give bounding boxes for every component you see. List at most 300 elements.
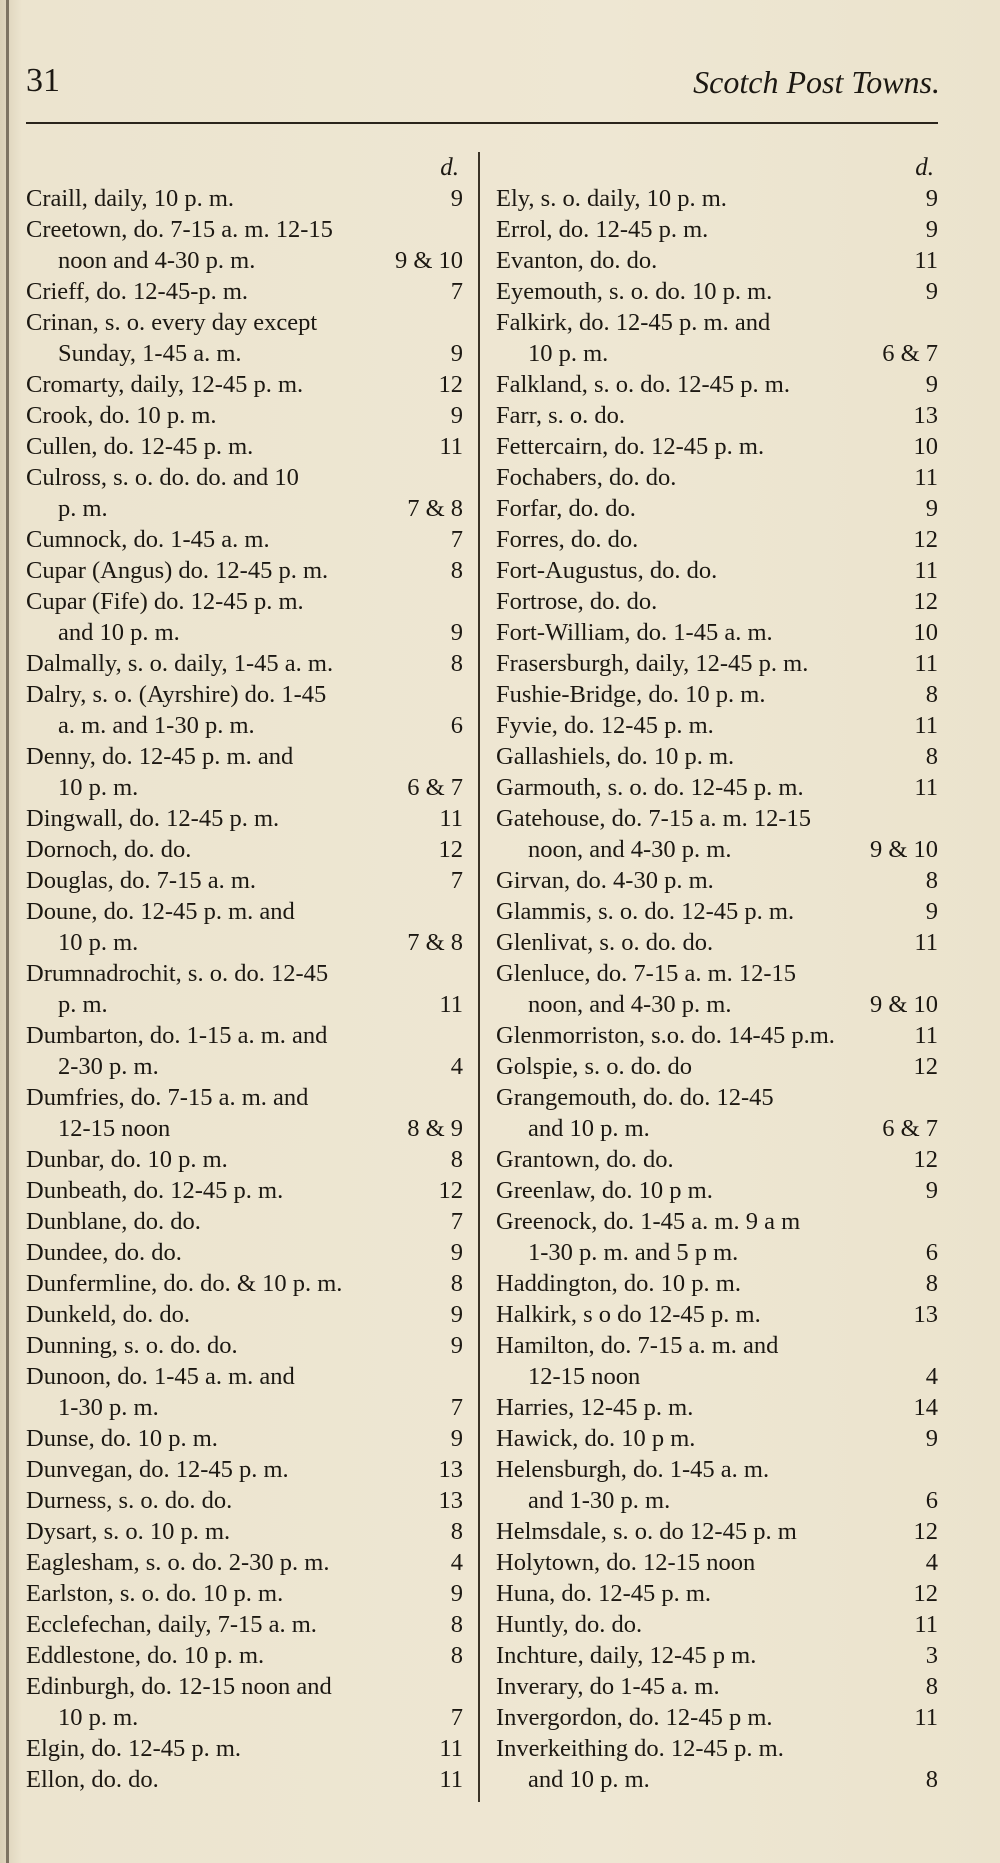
entry-text: 1-30 p. m. [58,1394,159,1421]
entry-text: and 10 p. m. [528,1766,650,1793]
entry-text: Dumbarton, do. 1-15 a. m. and [26,1022,328,1049]
entry-line [496,1516,938,1547]
entry-text: Cupar (Angus) do. 12-45 p. m. [26,557,329,584]
post-town-entry [26,1547,463,1578]
entry-text: Inverary, do 1-45 a. m. [496,1673,720,1700]
entry-line [26,307,463,338]
post-town-entry [26,958,463,1020]
entry-text: Dunblane, do. do. [26,1208,201,1235]
entry-text: noon, and 4-30 p. m. [528,836,732,863]
post-town-entry [496,1330,938,1392]
entry-text: Eyemouth, s. o. do. 10 p. m. [496,278,773,305]
post-town-entry [496,307,938,369]
postage-rate: 9 [450,1332,463,1359]
entry-text: Garmouth, s. o. do. 12-45 p. m. [496,774,804,801]
post-town-entry [26,741,463,803]
entry-text: Earlston, s. o. do. 10 p. m. [26,1580,284,1607]
postage-rate: 12 [913,1053,938,1080]
postage-rate: 7 [450,278,463,305]
post-town-entry [496,524,938,555]
entry-line [496,214,938,245]
post-town-entry [26,803,463,834]
entry-text: Fort-Augustus, do. do. [496,557,718,584]
postage-rate: 9 [925,898,938,925]
entry-continuation-line [26,245,463,276]
entry-continuation-line [496,1485,938,1516]
entry-continuation-line [26,1702,463,1733]
post-town-entry [26,400,463,431]
postage-rate: 12 [913,1518,938,1545]
entry-text: Dalmally, s. o. daily, 1-45 a. m. [26,650,334,677]
post-town-entry [26,1020,463,1082]
post-town-entry [26,896,463,958]
post-town-entry [26,1361,463,1423]
entry-text: Dundee, do. do. [26,1239,182,1266]
postage-rate: 11 [914,247,938,274]
postage-rate: 6 [925,1487,938,1514]
post-town-entry [26,834,463,865]
post-town-entry [496,1051,938,1082]
entry-line [496,1578,938,1609]
post-town-entry [496,586,938,617]
entry-line [496,369,938,400]
entry-line [26,865,463,896]
post-town-entry [496,617,938,648]
entry-text: 2-30 p. m. [58,1053,159,1080]
entry-line [26,555,463,586]
entry-text: noon and 4-30 p. m. [58,247,256,274]
postage-rate: 12 [438,371,463,398]
post-town-entry [26,1609,463,1640]
entry-text: Creetown, do. 7-15 a. m. 12-15 [26,216,333,243]
entry-line [496,183,938,214]
post-town-entry [496,462,938,493]
entry-line [496,462,938,493]
entry-line [26,369,463,400]
entry-text: Eaglesham, s. o. do. 2-30 p. m. [26,1549,330,1576]
post-town-entry [26,1454,463,1485]
entry-text: Dunkeld, do. do. [26,1301,190,1328]
post-town-entry [26,1206,463,1237]
postage-rate: 8 [450,1642,463,1669]
postage-rate: 14 [913,1394,938,1421]
entry-text: Errol, do. 12-45 p. m. [496,216,709,243]
entry-line [26,1485,463,1516]
entry-line [496,1268,938,1299]
entry-text: and 10 p. m. [528,1115,650,1142]
entry-text: Huntly, do. do. [496,1611,643,1638]
entry-line [26,1516,463,1547]
entry-line [26,1423,463,1454]
entry-line [26,1764,463,1795]
entry-text: Drumnadrochit, s. o. do. 12-45 [26,960,329,987]
entry-text: 10 p. m. [528,340,609,367]
entry-text: Ecclefechan, daily, 7-15 a. m. [26,1611,317,1638]
entry-text: Frasersburgh, daily, 12-45 p. m. [496,650,809,677]
entry-line [496,1144,938,1175]
postage-rate: 4 [925,1549,938,1576]
entry-line [496,1609,938,1640]
post-town-entry [26,1175,463,1206]
pence-unit-label: d. [440,154,459,181]
entry-line [496,648,938,679]
postage-rate: 8 [925,1673,938,1700]
entry-line [26,1175,463,1206]
entry-text: Culross, s. o. do. do. and 10 [26,464,299,491]
entry-continuation-line [26,989,463,1020]
page-number: 31 [26,62,60,99]
postage-rate: 8 [450,1518,463,1545]
postage-rate: 7 [450,1704,463,1731]
entry-continuation-line [496,989,938,1020]
entry-continuation-line [496,1361,938,1392]
post-town-entry [26,431,463,462]
entry-line [26,679,463,710]
postage-rate: 8 [925,681,938,708]
entry-line [26,431,463,462]
entry-text: Dingwall, do. 12-45 p. m. [26,805,280,832]
entry-continuation-line [496,1113,938,1144]
entry-text: Fyvie, do. 12-45 p. m. [496,712,714,739]
post-town-entry [26,1268,463,1299]
running-head: Scotch Post Towns. [693,64,940,100]
entry-text: Haddington, do. 10 p. m. [496,1270,741,1297]
postage-rate: 11 [914,1611,938,1638]
postage-rate: 8 [925,1270,938,1297]
entry-text: Glenluce, do. 7-15 a. m. 12-15 [496,960,797,987]
postage-rate: 11 [914,464,938,491]
entry-line [26,648,463,679]
postage-rate: 11 [439,805,463,832]
post-town-entry [496,1423,938,1454]
entry-text: Glenlivat, s. o. do. do. [496,929,714,956]
entry-text: Forfar, do. do. [496,495,636,522]
page-header [26,62,940,112]
entry-text: Inchture, daily, 12-45 p m. [496,1642,757,1669]
entry-continuation-line [26,772,463,803]
post-town-entry [496,1702,938,1733]
postage-rate: 9 & 10 [869,836,938,863]
post-town-entry [496,1454,938,1516]
left-column [26,152,463,1795]
postage-rate: 9 [925,185,938,212]
post-town-entry [496,1609,938,1640]
entry-continuation-line [26,1113,463,1144]
post-town-entry [26,276,463,307]
post-town-entry [496,710,938,741]
entry-text: Dunbar, do. 10 p. m. [26,1146,228,1173]
entry-line [26,1640,463,1671]
entry-line [496,276,938,307]
column-divider [478,152,480,1802]
postage-rate: 4 [925,1363,938,1390]
entry-text: Doune, do. 12-45 p. m. and [26,898,295,925]
entry-line [26,834,463,865]
entry-text: 12-15 noon [528,1363,641,1390]
entry-line [496,1423,938,1454]
entry-text: Falkirk, do. 12-45 p. m. and [496,309,771,336]
entry-text: Sunday, 1-45 a. m. [58,340,242,367]
postage-rate: 9 & 10 [394,247,463,274]
post-town-entry [496,1082,938,1144]
entry-line [26,1671,463,1702]
entry-text: Hamilton, do. 7-15 a. m. and [496,1332,779,1359]
entry-line [496,586,938,617]
entry-text: Gallashiels, do. 10 p. m. [496,743,735,770]
postage-rate: 8 [925,1766,938,1793]
entry-line [496,307,938,338]
entry-text: Cumnock, do. 1-45 a. m. [26,526,270,553]
entry-line [496,1547,938,1578]
entry-text: 12-15 noon [58,1115,171,1142]
postage-rate: 8 [925,867,938,894]
post-town-entry [26,1485,463,1516]
entry-line [496,865,938,896]
entry-continuation-line [496,1764,938,1795]
entry-line [496,1299,938,1330]
post-town-entry [496,400,938,431]
postage-rate: 8 [925,743,938,770]
entry-text: Ellon, do. do. [26,1766,159,1793]
entry-text: noon, and 4-30 p. m. [528,991,732,1018]
post-town-entry [496,958,938,1020]
post-town-entry [496,1516,938,1547]
post-town-entry [26,214,463,276]
entry-line [26,400,463,431]
post-town-entry [496,214,938,245]
entry-line [26,1299,463,1330]
entry-line [496,803,938,834]
entry-text: 1-30 p. m. and 5 p m. [528,1239,739,1266]
entry-line [26,462,463,493]
postage-rate: 12 [913,588,938,615]
entry-text: Crinan, s. o. every day except [26,309,318,336]
page-gutter-edge [6,0,9,1863]
entry-line [496,710,938,741]
entry-text: Helmsdale, s. o. do 12-45 p. m [496,1518,797,1545]
postage-rate: 12 [913,1146,938,1173]
entry-text: Eddlestone, do. 10 p. m. [26,1642,265,1669]
entry-line [26,741,463,772]
post-town-entry [496,679,938,710]
entry-line [496,1640,938,1671]
entry-text: Dunning, s. o. do. do. [26,1332,238,1359]
post-town-entry [496,1578,938,1609]
entry-text: Craill, daily, 10 p. m. [26,185,234,212]
postage-rate: 13 [438,1487,463,1514]
postage-rate: 7 & 8 [407,495,463,522]
post-town-entry [26,1237,463,1268]
entry-text: Dunvegan, do. 12-45 p. m. [26,1456,289,1483]
post-town-entry [496,276,938,307]
postage-rate: 9 [925,216,938,243]
postage-rate: 9 [925,1425,938,1452]
entry-line [496,927,938,958]
entry-text: Glammis, s. o. do. 12-45 p. m. [496,898,795,925]
entry-text: 10 p. m. [58,929,139,956]
entry-line [496,958,938,989]
postage-rate: 11 [914,557,938,584]
entry-line [496,1020,938,1051]
postage-rate: 6 & 7 [407,774,463,801]
post-town-entry [496,1020,938,1051]
post-town-entry [26,307,463,369]
post-town-entry [26,1423,463,1454]
entry-continuation-line [26,1392,463,1423]
post-town-entry [26,555,463,586]
entry-text: Farr, s. o. do. [496,402,625,429]
postage-rate: 8 [450,1270,463,1297]
entry-text: Hawick, do. 10 p m. [496,1425,696,1452]
postage-rate: 6 [925,1239,938,1266]
post-town-entry [26,1578,463,1609]
post-town-entry [26,1330,463,1361]
entry-text: Fort-William, do. 1-45 a. m. [496,619,773,646]
entry-line [496,896,938,927]
entry-line [496,679,938,710]
entry-text: Edinburgh, do. 12-15 noon and [26,1673,332,1700]
entry-text: Dornoch, do. do. [26,836,192,863]
postage-rate: 11 [914,712,938,739]
postage-rate: 4 [450,1053,463,1080]
postage-rate: 6 & 7 [882,1115,938,1142]
entry-text: Holytown, do. 12-15 noon [496,1549,756,1576]
entry-line [26,1733,463,1764]
postage-rate: 3 [925,1642,938,1669]
postage-rate: 6 [450,712,463,739]
entry-text: Evanton, do. do. [496,247,658,274]
postage-rate: 8 [450,650,463,677]
entry-line [26,214,463,245]
entry-line [496,772,938,803]
entry-line [496,1671,938,1702]
postage-rate: 9 [450,1301,463,1328]
entry-text: Fettercairn, do. 12-45 p. m. [496,433,765,460]
entry-continuation-line [496,1237,938,1268]
postage-rate: 9 [925,1177,938,1204]
entry-text: Harries, 12-45 p. m. [496,1394,694,1421]
entry-text: Dysart, s. o. 10 p. m. [26,1518,231,1545]
entry-line [496,524,938,555]
entry-line [496,1082,938,1113]
entry-text: Greenock, do. 1-45 a. m. 9 a m [496,1208,801,1235]
post-town-entry [26,865,463,896]
post-town-entry [496,1733,938,1795]
entry-text: Golspie, s. o. do. do [496,1053,692,1080]
entry-line [26,1020,463,1051]
post-town-entry [26,1299,463,1330]
postage-rate: 9 [450,185,463,212]
postage-rate: 9 [925,371,938,398]
post-town-entry [496,927,938,958]
entry-text: Elgin, do. 12-45 p. m. [26,1735,242,1762]
entry-line [496,431,938,462]
postage-rate: 11 [439,1735,463,1762]
post-town-entry [26,679,463,741]
entry-text: Huna, do. 12-45 p. m. [496,1580,712,1607]
entry-text: Dunse, do. 10 p. m. [26,1425,218,1452]
postage-rate: 7 & 8 [407,929,463,956]
postage-rate: 9 & 10 [869,991,938,1018]
entry-line [26,1268,463,1299]
postage-rate: 9 [450,1239,463,1266]
post-town-entry [496,245,938,276]
entry-text: Girvan, do. 4-30 p. m. [496,867,714,894]
entry-line [496,1051,938,1082]
post-town-entry [496,1392,938,1423]
entry-text: Ely, s. o. daily, 10 p. m. [496,185,727,212]
post-town-entry [26,648,463,679]
entry-line [496,617,938,648]
entry-line [496,1392,938,1423]
post-town-entry [26,369,463,400]
entry-text: Inverkeithing do. 12-45 p. m. [496,1735,784,1762]
entry-line [496,493,938,524]
post-town-entry [496,865,938,896]
post-town-entry [26,524,463,555]
entry-text: Dalry, s. o. (Ayrshire) do. 1-45 [26,681,327,708]
postage-rate: 7 [450,526,463,553]
entry-line [26,803,463,834]
postage-rate: 9 [925,495,938,522]
post-town-entry [496,648,938,679]
postage-rate: 11 [914,650,938,677]
entry-text: Grantown, do. do. [496,1146,674,1173]
entry-text: Fushie-Bridge, do. 10 p. m. [496,681,766,708]
postage-rate: 7 [450,1394,463,1421]
postage-rate: 8 & 9 [407,1115,463,1142]
entry-continuation-line [26,493,463,524]
entry-line [26,958,463,989]
post-town-entry [26,462,463,524]
entry-line [26,276,463,307]
entry-text: Dunfermline, do. do. & 10 p. m. [26,1270,343,1297]
entry-text: Fortrose, do. do. [496,588,658,615]
post-town-entry [496,1144,938,1175]
post-town-entry [496,1547,938,1578]
post-town-entry [26,1516,463,1547]
postage-rate: 13 [913,1301,938,1328]
entry-line [26,1578,463,1609]
entry-continuation-line [496,338,938,369]
post-town-entry [496,431,938,462]
entry-line [26,1454,463,1485]
entry-text: and 1-30 p. m. [528,1487,671,1514]
entry-text: Douglas, do. 7-15 a. m. [26,867,256,894]
postage-rate: 8 [450,1611,463,1638]
post-town-entry [496,369,938,400]
entry-line [496,741,938,772]
entry-line [26,1547,463,1578]
entry-line [26,524,463,555]
entry-text: Crook, do. 10 p. m. [26,402,217,429]
entry-text: Dunoon, do. 1-45 a. m. and [26,1363,295,1390]
post-town-entry [26,1671,463,1733]
entry-continuation-line [26,710,463,741]
post-town-entry [496,896,938,927]
postage-rate: 4 [450,1549,463,1576]
post-town-entry [496,772,938,803]
postage-rate: 10 [913,619,938,646]
entry-text: Dumfries, do. 7-15 a. m. and [26,1084,309,1111]
post-town-entry [496,493,938,524]
postage-rate: 11 [439,1766,463,1793]
postage-rate: 11 [914,929,938,956]
entry-text: Fochabers, do. do. [496,464,677,491]
entry-text: Gatehouse, do. 7-15 a. m. 12-15 [496,805,812,832]
postage-rate: 6 & 7 [882,340,938,367]
postage-rate: 10 [913,433,938,460]
